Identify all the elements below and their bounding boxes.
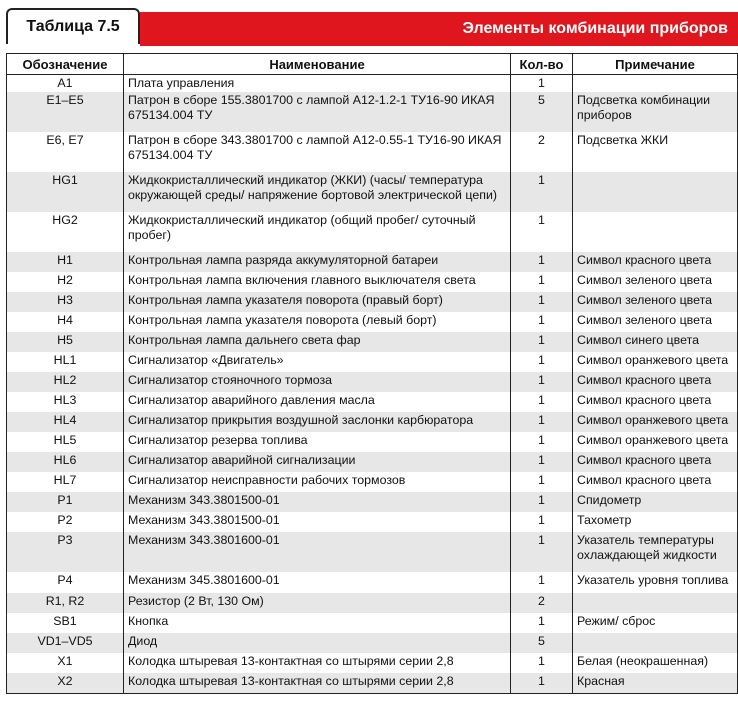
cell-qty: 1 [511,412,573,432]
cell-code: HL2 [7,372,124,392]
table-header-bar [0,8,738,44]
cell-code: E6, E7 [7,132,124,172]
cell-code: A1 [7,75,124,93]
cell-note [573,593,738,613]
table-row [7,593,738,613]
cell-code: VD1–VD5 [7,633,124,653]
cell-name: Плата управления [124,75,511,93]
cell-qty: 1 [511,653,573,673]
cell-note: Символ синего цвета [573,332,738,352]
cell-code: E1–E5 [7,92,124,132]
table-row [7,392,738,412]
cell-qty: 1 [511,613,573,633]
cell-qty: 1 [511,312,573,332]
cell-code: X2 [7,673,124,693]
cell-code: H5 [7,332,124,352]
cell-note: Символ оранжевого цвета [573,352,738,372]
cell-qty: 2 [511,132,573,172]
table-row [7,532,738,572]
cell-name: Жидкокристаллический индикатор (ЖКИ) (часы/ температура окружающей среды/ напряжение бортовой электрической цепи) [124,172,511,212]
cell-code: P2 [7,512,124,532]
table-row [7,352,738,372]
cell-code: HL1 [7,352,124,372]
cell-note: Символ оранжевого цвета [573,432,738,452]
cell-qty: 1 [511,392,573,412]
table-row [7,653,738,673]
cell-qty: 1 [511,332,573,352]
cell-name: Сигнализатор стояночного тормоза [124,372,511,392]
cell-code: HL5 [7,432,124,452]
cell-name: Колодка штыревая 13-контактная со штырями серии 2,8 [124,653,511,673]
cell-name: Жидкокристаллический индикатор (общий пробег/ суточный пробег) [124,212,511,252]
table-row [7,633,738,653]
cell-code: HL7 [7,472,124,492]
table-row [7,75,738,93]
cell-code: HG1 [7,172,124,212]
cell-name: Механизм 343.3801500-01 [124,492,511,512]
cell-name: Механизм 343.3801500-01 [124,512,511,532]
cell-code: H1 [7,252,124,272]
cell-code: P4 [7,572,124,593]
column-header-qty: Кол-во [511,54,573,75]
table-row [7,252,738,272]
cell-code: HG2 [7,212,124,252]
column-header-name: Наименование [124,54,511,75]
cell-note [573,633,738,653]
cell-qty: 1 [511,572,573,593]
cell-code: H4 [7,312,124,332]
cell-note: Символ красного цвета [573,452,738,472]
cell-qty: 5 [511,633,573,653]
cell-name: Механизм 345.3801600-01 [124,572,511,593]
cell-code: X1 [7,653,124,673]
table-row [7,432,738,452]
table-row [7,172,738,212]
cell-qty: 5 [511,92,573,132]
table-row [7,332,738,352]
table-row [7,673,738,693]
cell-note [573,75,738,93]
cell-code: H2 [7,272,124,292]
cell-note: Символ красного цвета [573,252,738,272]
cell-name: Кнопка [124,613,511,633]
table-row [7,613,738,633]
cell-name: Контрольная лампа включения главного выключателя света [124,272,511,292]
cell-note: Символ красного цвета [573,372,738,392]
table-number-label: Таблица 7.5 [6,8,140,44]
cell-note: Символ красного цвета [573,472,738,492]
cell-qty: 1 [511,75,573,93]
cell-qty: 1 [511,172,573,212]
table-row [7,372,738,392]
cell-name: Контрольная лампа указателя поворота (левый борт) [124,312,511,332]
cell-note: Подсветка ЖКИ [573,132,738,172]
cell-qty: 1 [511,272,573,292]
cell-qty: 1 [511,673,573,693]
cell-note [573,212,738,252]
cell-note: Подсветка комбинации приборов [573,92,738,132]
column-header-code: Обозначение [7,54,124,75]
cell-note: Символ зеленого цвета [573,312,738,332]
cell-qty: 1 [511,452,573,472]
table-row [7,132,738,172]
table-row [7,512,738,532]
cell-qty: 1 [511,212,573,252]
cell-qty: 1 [511,292,573,312]
table-row [7,312,738,332]
cell-name: Патрон в сборе 343.3801700 с лампой А12-0.55-1 ТУ16-90 ИКАЯ 675134.004 ТУ [124,132,511,172]
cell-code: SB1 [7,613,124,633]
cell-name: Сигнализатор аварийной сигнализации [124,452,511,472]
cell-code: HL4 [7,412,124,432]
table-row [7,92,738,132]
cell-name: Контрольная лампа разряда аккумуляторной батареи [124,252,511,272]
cell-code: HL6 [7,452,124,472]
cell-qty: 1 [511,512,573,532]
table-row [7,292,738,312]
cell-qty: 1 [511,352,573,372]
table-row [7,452,738,472]
table-row [7,412,738,432]
cell-qty: 1 [511,372,573,392]
cell-note: Белая (неокрашенная) [573,653,738,673]
cell-name: Сигнализатор «Двигатель» [124,352,511,372]
column-header-note: Примечание [573,54,738,75]
cell-note: Режим/ сброс [573,613,738,633]
cell-note: Красная [573,673,738,693]
cell-note: Указатель температуры охлаждающей жидкости [573,532,738,572]
cell-name: Патрон в сборе 155.3801700 с лампой А12-1.2-1 ТУ16-90 ИКАЯ 675134.004 ТУ [124,92,511,132]
cell-qty: 1 [511,492,573,512]
table-row [7,212,738,252]
cell-name: Диод [124,633,511,653]
cell-qty: 1 [511,252,573,272]
table-title: Элементы комбинации приборов [462,20,728,37]
cell-note: Символ оранжевого цвета [573,412,738,432]
cell-note: Тахометр [573,512,738,532]
cell-qty: 1 [511,532,573,572]
cell-code: P1 [7,492,124,512]
cell-code: HL3 [7,392,124,412]
cell-qty: 1 [511,432,573,452]
cell-qty: 1 [511,472,573,492]
cell-code: H3 [7,292,124,312]
cell-name: Контрольная лампа указателя поворота (правый борт) [124,292,511,312]
table-row [7,492,738,512]
components-table [6,53,738,694]
cell-name: Сигнализатор неисправности рабочих тормозов [124,472,511,492]
cell-code: P3 [7,532,124,572]
cell-note: Указатель уровня топлива [573,572,738,593]
cell-name: Сигнализатор аварийного давления масла [124,392,511,412]
table-row [7,472,738,492]
table-row [7,572,738,593]
cell-note [573,172,738,212]
cell-name: Сигнализатор прикрытия воздушной заслонки карбюратора [124,412,511,432]
cell-name: Контрольная лампа дальнего света фар [124,332,511,352]
cell-note: Спидометр [573,492,738,512]
cell-name: Резистор (2 Вт, 130 Ом) [124,593,511,613]
table-row [7,272,738,292]
cell-name: Колодка штыревая 13-контактная со штырями серии 2,8 [124,673,511,693]
cell-note: Символ зеленого цвета [573,272,738,292]
cell-name: Механизм 343.3801600-01 [124,532,511,572]
cell-code: R1, R2 [7,593,124,613]
table-header-row [7,54,738,75]
cell-name: Сигнализатор резерва топлива [124,432,511,452]
cell-note: Символ зеленого цвета [573,292,738,312]
cell-qty: 2 [511,593,573,613]
cell-note: Символ красного цвета [573,392,738,412]
